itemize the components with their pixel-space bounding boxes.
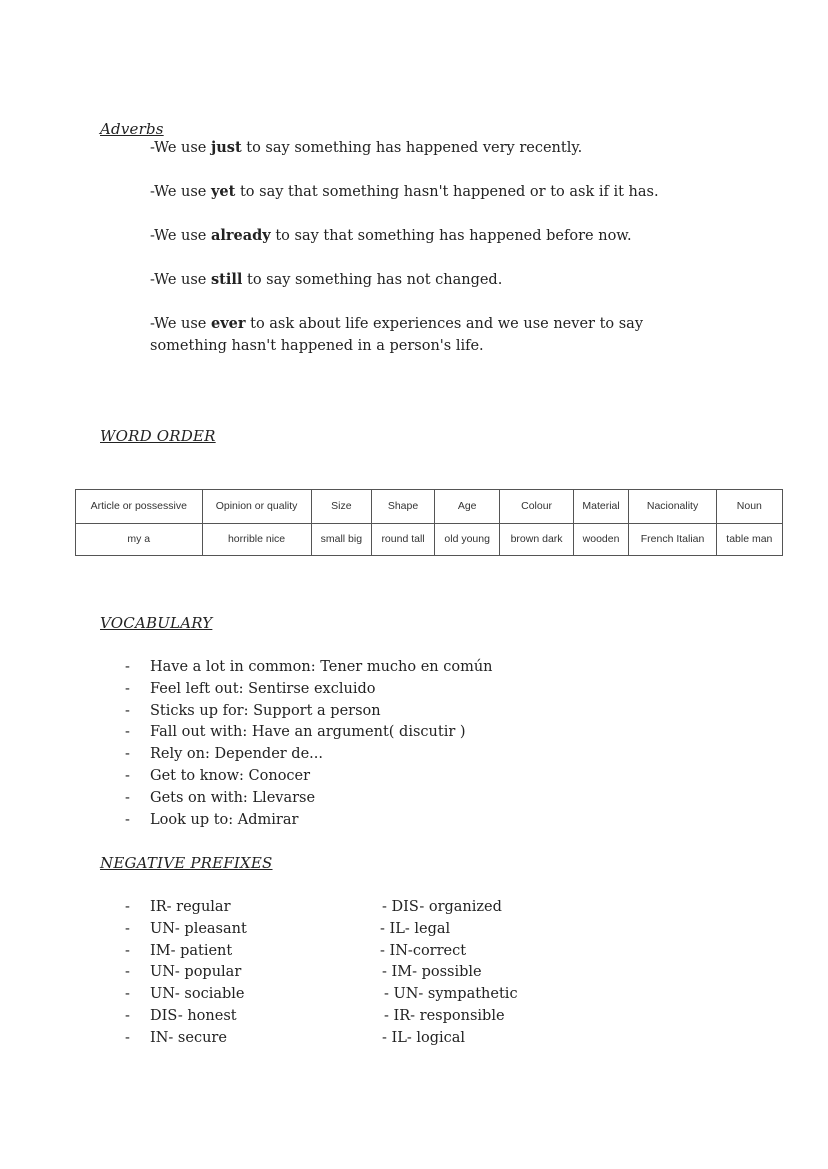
table-cell: horrible nice: [202, 524, 311, 556]
list-item: - Rely on: Depender de...: [120, 744, 493, 766]
table-header-cell: Article or possessive: [76, 490, 203, 524]
list-item: - UN- popular: [120, 962, 247, 984]
table-header-cell: Age: [434, 490, 500, 524]
list-item: - UN- sociable: [120, 984, 247, 1006]
bullet-dash: -: [125, 746, 130, 763]
list-item: - IL- legal: [380, 920, 451, 937]
list-item: - Look up to: Admirar: [120, 810, 493, 832]
adverb-rule-still: -We use still to say something has not changed.: [150, 271, 503, 288]
table-header-cell: Size: [311, 490, 372, 524]
list-item: - IN-correct: [380, 942, 467, 959]
list-item: - UN- pleasant: [120, 919, 247, 941]
table-cell: old young: [434, 524, 500, 556]
bullet-dash: -: [125, 789, 130, 806]
list-item: - IN- secure: [120, 1028, 247, 1050]
list-item: - Feel left out: Sentirse excluido: [120, 679, 493, 701]
list-item: - IR- responsible: [384, 1007, 505, 1024]
table-header-cell: Noun: [716, 490, 782, 524]
bullet-dash: -: [125, 899, 130, 915]
adverb-rule-yet: -We use yet to say that something hasn't happened or to ask if it has.: [150, 183, 659, 200]
bullet-dash: -: [125, 1007, 130, 1024]
table-cell: brown dark: [500, 524, 573, 556]
bullet-dash: -: [125, 724, 130, 741]
bullet-dash: -: [125, 964, 130, 981]
table-header-cell: Colour: [500, 490, 573, 524]
vocabulary-heading: VOCABULARY: [100, 614, 213, 632]
list-item: - DIS- organized: [382, 899, 502, 915]
vocabulary-list: [120, 657, 493, 831]
bullet-dash: -: [125, 680, 130, 697]
table-cell: French Italian: [629, 524, 716, 556]
bullet-dash: -: [125, 659, 130, 675]
list-item: - IM- patient: [120, 941, 247, 963]
list-item: - Gets on with: Llevarse: [120, 788, 493, 810]
bullet-dash: -: [125, 1029, 130, 1046]
list-item: - Have a lot in common: Tener mucho en común: [120, 657, 493, 679]
bullet-dash: -: [125, 920, 130, 937]
bullet-dash: -: [125, 942, 130, 959]
adverb-rule-ever: -We use ever to ask about life experiences and we use never to say something hasn't happened in a person's life.: [150, 315, 644, 354]
table-header-cell: Opinion or quality: [202, 490, 311, 524]
table-header-cell: Nacionality: [629, 490, 716, 524]
adverbs-heading: Adverbs: [100, 120, 164, 138]
bullet-dash: -: [125, 702, 130, 719]
table-cell: round tall: [372, 524, 435, 556]
table-cell: small big: [311, 524, 372, 556]
table-cell: table man: [716, 524, 782, 556]
prefix-list-left: [120, 897, 247, 1050]
table-header-cell: Material: [573, 490, 629, 524]
list-item: - UN- sympathetic: [384, 986, 518, 1003]
list-item: - Fall out with: Have an argument( discutir ): [120, 722, 493, 744]
list-item: - Get to know: Conocer: [120, 766, 493, 788]
bullet-dash: -: [125, 811, 130, 828]
list-item: - Sticks up for: Support a person: [120, 701, 493, 723]
negative-prefixes-heading: NEGATIVE PREFIXES: [100, 854, 273, 872]
word-order-table: [75, 489, 783, 556]
table-cell: wooden: [573, 524, 629, 556]
list-item: - IR- regular: [120, 897, 247, 919]
adverb-rule-just: -We use just to say something has happened very recently.: [150, 139, 583, 156]
table-cell: my a: [76, 524, 203, 556]
list-item: - DIS- honest: [120, 1006, 247, 1028]
prefix-list-right: [380, 897, 518, 1050]
bullet-dash: -: [125, 986, 130, 1003]
table-header-cell: Shape: [372, 490, 435, 524]
adverb-rule-already: -We use already to say that something has happened before now.: [150, 227, 632, 244]
bullet-dash: -: [125, 767, 130, 784]
list-item: - IM- possible: [382, 964, 482, 981]
table-row: [76, 524, 783, 556]
list-item: - IL- logical: [382, 1029, 466, 1046]
word-order-heading: WORD ORDER: [100, 427, 216, 445]
table-header-row: [76, 490, 783, 524]
